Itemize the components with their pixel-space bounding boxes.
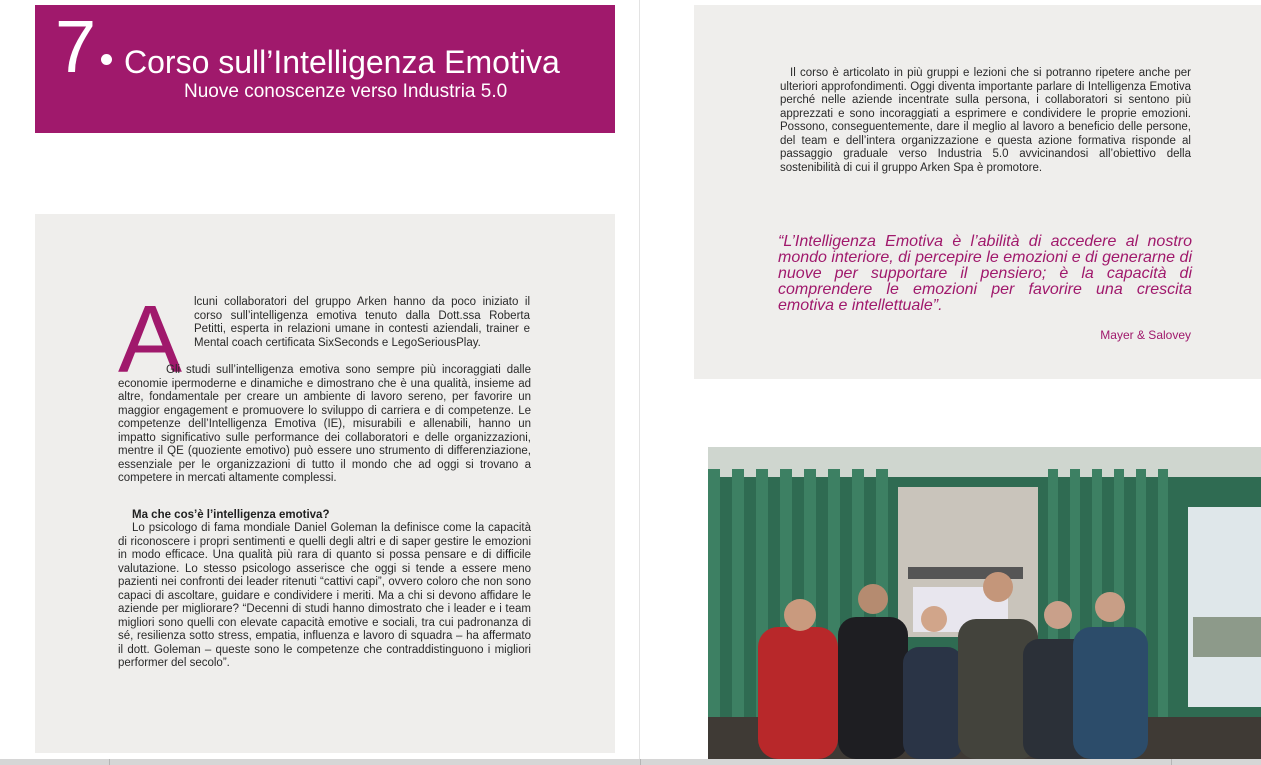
bottom-tick (109, 759, 110, 765)
article-text-panel (35, 214, 615, 753)
chapter-dot (101, 54, 112, 65)
chapter-number: 7 (55, 5, 97, 88)
chapter-header (35, 5, 615, 133)
bottom-tick (1171, 759, 1172, 765)
group-photo-illustration (708, 447, 1261, 759)
body-paragraph-2: Lo psicologo di fama mondiale Daniel Goleman la definisce come la capacità di riconoscere i propri sentimenti e quelli degli altri e di saper gestire le emozioni in modo efficace. Una qualità più rara di quanto si possa pensare e di difficile valutazione. Lo stesso psicologo asserisce che oggi si tende a essere meno pazienti nei confronti dei leader ritenuti “cattivi capi”, ovvero coloro che non sono capaci di ascoltare, guidare e condividere i meriti. Ma a chi si devono affidare le aziende per migliorare? “Decenni di studi hanno dimostrato che i leader e i team migliori sono quelli con elevate capacità emotive e sociali, tra cui padronanza di sé, resilienza sotto stress, empatia, influenza e lavoro di squadra – ha affermato il dott. Goleman – queste sono le competenze che contraddistinguono i migliori performer del secolo”. (118, 522, 531, 669)
pull-quote: “L’Intelligenza Emotiva è l’abilità di accedere al nostro mondo interiore, di percepire le emozioni e di generarne di nuove per supportare il pensiero; è la capacità di comprendere le emozioni per favorire una crescita emotiva e intellettuale”. (778, 233, 1192, 314)
body-paragraph-1: Gli studi sull’intelligenza emotiva sono sempre più incoraggiati dalle economie ipermoderne e dinamiche e dimostrano che è una qualità, insieme ad altre, fondamentale per creare un ambiente di lavoro sereno, per favorire un maggior engagement e promuovere lo sviluppo di carriera e di competenze. Le competenze dell’Intelligenza Emotiva (IE), misurabili e allenabili, hanno un impatto significativo sulle performance dei collaboratori e delle organizzazioni, mentre il QE (quoziente emotivo) può essere uno strumento di differenziazione, essenziale per le organizzazioni di tutto il mondo che ad oggi si trovano a competere in mercati altamente complessi. (118, 364, 531, 484)
bottom-tick (640, 759, 641, 765)
bottom-scrollbar (0, 759, 1261, 765)
section-subheading: Ma che cos’è l’intelligenza emotiva? (132, 509, 330, 521)
chapter-title: Corso sull’Intelligenza Emotiva (124, 44, 560, 80)
right-body-paragraph: Il corso è articolato in più gruppi e lezioni che si potranno ripetere anche per ulteriori approfondimenti. Oggi diventa importante parlare di Intelligenza Emotiva perché nelle aziende incentrate sulla persona, i collaboratori si sentono più apprezzati e sono incoraggiati a esprimere e condividere le proprie emozioni. Possono, conseguentemente, dare il meglio al lavoro a beneficio delle persone, del team e dell’intera organizzazione e questa azione formativa risponde al passaggio graduale verso Industria 5.0 avvicinandosi all’obiettivo della sostenibilità di cui il gruppo Arken Spa è promotore. (780, 67, 1191, 174)
right-page (640, 0, 1261, 765)
group-photo (708, 447, 1261, 759)
intro-paragraph: lcuni collaboratori del gruppo Arken hanno da poco iniziato il corso sull’intelligenza emotiva tenuto dalla Dott.ssa Roberta Petitti, esperta in relazioni umane in contesti aziendali, trainer e Mental coach certificata SixSeconds e LegoSeriousPlay. (194, 296, 530, 349)
chapter-subtitle: Nuove conoscenze verso Industria 5.0 (184, 81, 508, 102)
quote-author: Mayer & Salovey (1100, 328, 1191, 342)
right-text-panel (694, 5, 1261, 379)
drop-cap: A (118, 286, 183, 393)
